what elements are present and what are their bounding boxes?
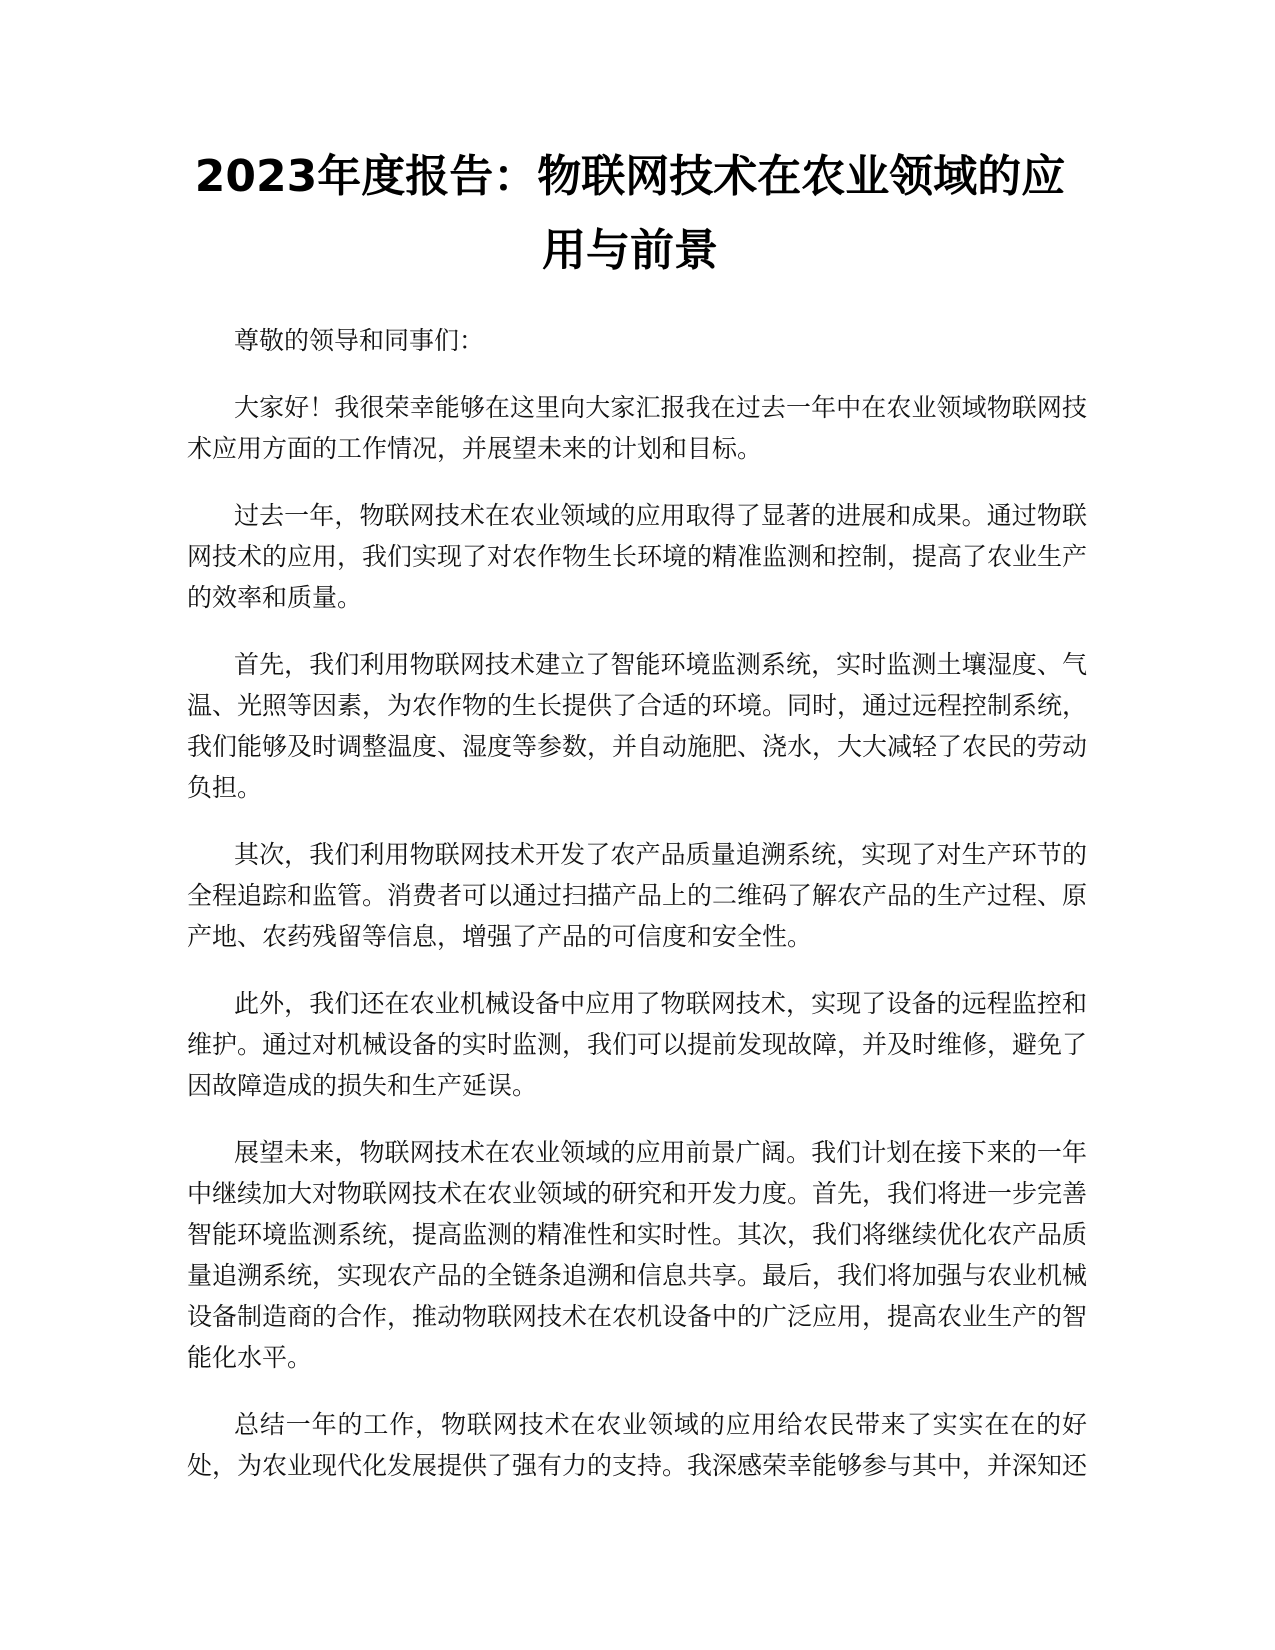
title-line-1: 2023年度报告：物联网技术在农业领域的应: [194, 151, 1066, 202]
paragraph-outlook: 展望未来，物联网技术在农业领域的应用前景广阔。我们计划在接下来的一年中继续加大对物联网技术在农业领域的研究和开发力度。首先，我们将进一步完善智能环境监测系统，提高监测的精准性和实时性。其次，我们将继续优化农产品质量追溯系统，实现农产品的全链条追溯和信息共享。最后，我们将加强与农业机械设备制造商的合作，推动物联网技术在农机设备中的广泛应用，提高农业生产的智能化水平。: [187, 1138, 1088, 1372]
paragraph-past-year: 过去一年，物联网技术在农业领域的应用取得了显著的进展和成果。通过物联网技术的应用，我们实现了对农作物生长环境的精准监测和控制，提高了农业生产的效率和质量。: [187, 501, 1088, 612]
paragraph-environment-monitoring: 首先，我们利用物联网技术建立了智能环境监测系统，实时监测土壤湿度、气温、光照等因素，为农作物的生长提供了合适的环境。同时，通过远程控制系统，我们能够及时调整温度、湿度等参数，并自动施肥、浇水，大大减轻了农民的劳动负担。: [187, 650, 1088, 802]
title-line-2: 用与前景: [542, 225, 718, 276]
paragraph-summary: 总结一年的工作，物联网技术在农业领域的应用给农民带来了实实在在的好处，为农业现代化发展提供了强有力的支持。我深感荣幸能够参与其中，并深知还: [187, 1410, 1088, 1480]
paragraph-salutation: 尊敬的领导和同事们：: [234, 326, 485, 355]
document-title: [180, 140, 1080, 288]
document-body: [187, 320, 1087, 1512]
paragraph-machinery: 此外，我们还在农业机械设备中应用了物联网技术，实现了设备的远程监控和维护。通过对机械设备的实时监测，我们可以提前发现故障，并及时维修，避免了因故障造成的损失和生产延误。: [187, 989, 1088, 1100]
paragraph-traceability: 其次，我们利用物联网技术开发了农产品质量追溯系统，实现了对生产环节的全程追踪和监管。消费者可以通过扫描产品上的二维码了解农产品的生产过程、原产地、农药残留等信息，增强了产品的可信度和安全性。: [187, 840, 1088, 951]
paragraph-greeting: 大家好！我很荣幸能够在这里向大家汇报我在过去一年中在农业领域物联网技术应用方面的工作情况，并展望未来的计划和目标。: [187, 393, 1087, 463]
